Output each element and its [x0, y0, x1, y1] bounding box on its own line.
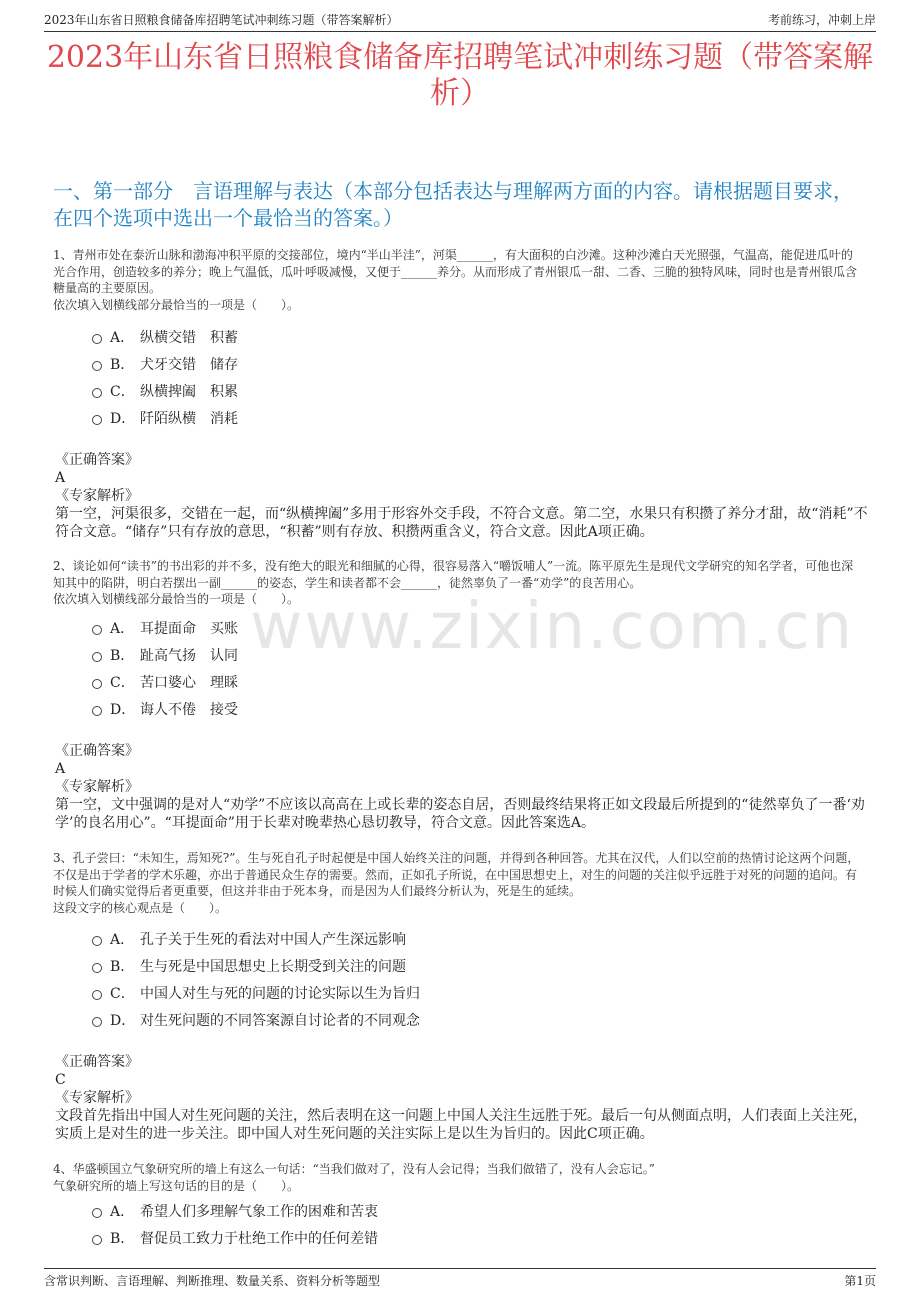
question-prompt: 依次填入划横线部分最恰当的一项是（ ）。	[53, 297, 300, 312]
analysis-text: 第一空，文中强调的是对人“劝学”不应该以高高在上或长辈的姿态自居，否则最终结果将正如文段最后所提到的“徒然辜负了一番‘劝学’的良名用心”。“耳提面命”用于长辈对晚辈热心恳切教导，符合文意。因此答案选A。	[55, 797, 865, 831]
watermark: www.zixin.com.cn	[250, 590, 855, 664]
question-4-options	[92, 1197, 378, 1251]
option-a[interactable]: A． 孔子关于生死的看法对中国人产生深远影响	[92, 925, 420, 952]
question-2-options	[92, 614, 238, 722]
answer-label: 《正确答案》	[55, 452, 139, 468]
question-prompt: 这段文字的核心观点是（ ）。	[53, 900, 228, 915]
question-4	[53, 1161, 862, 1194]
question-text: 3、孔子尝曰：“未知生，焉知死?”。生与死自孔子时起便是中国人始终关注的问题，并得到各种回答。尤其在汉代，人们以空前的热情讨论这两个问题，不仅是出于学者的学术乐趣，亦出于普通民众生存的需要。然而，正如孔子所说，在中国思想史上，对生的问题的关注似乎远胜于对死的问题的追问。有时候人们确实觉得后者更重要，但这并非由于死本身，而是因为人们最终分析认为，死是生的延续。	[53, 851, 860, 898]
option-b[interactable]: B． 督促员工致力于杜绝工作中的任何差错	[92, 1224, 378, 1251]
question-3-options	[92, 925, 420, 1033]
section-heading: 一、第一部分 言语理解与表达（本部分包括表达与理解两方面的内容。请根据题目要求，在四个选项中选出一个最恰当的答案。）	[53, 179, 853, 230]
radio-icon[interactable]	[92, 990, 102, 1000]
option-a[interactable]: A． 耳提面命 买账	[92, 614, 238, 641]
analysis-label: 《专家解析》	[55, 1090, 139, 1106]
header-right-text: 考前练习，冲刺上岸	[767, 13, 876, 27]
question-prompt: 依次填入划横线部分最恰当的一项是（ ）。	[53, 592, 300, 606]
question-1	[53, 247, 862, 313]
analysis-label: 《专家解析》	[55, 779, 139, 795]
radio-icon[interactable]	[92, 963, 102, 973]
radio-icon[interactable]	[92, 936, 102, 946]
option-d[interactable]: D． 阡陌纵横 消耗	[92, 404, 238, 431]
answer-label: 《正确答案》	[55, 743, 139, 759]
question-3	[53, 850, 862, 916]
option-d[interactable]: D． 对生死问题的不同答案源自讨论者的不同观念	[92, 1006, 420, 1033]
radio-icon[interactable]	[92, 1235, 102, 1245]
page-number: 第1页	[844, 1274, 876, 1288]
radio-icon[interactable]	[92, 1017, 102, 1027]
option-b[interactable]: B． 生与死是中国思想史上长期受到关注的问题	[92, 952, 420, 979]
radio-icon[interactable]	[92, 1208, 102, 1218]
question-1-options	[92, 323, 238, 431]
option-d[interactable]: D． 诲人不倦 接受	[92, 695, 238, 722]
radio-icon[interactable]	[92, 679, 102, 689]
question-text: 1、青州市处在泰沂山脉和渤海冲积平原的交接部位，境内“半山半洼”，河渠______，有大面积的白沙滩。这种沙滩白天光照强，气温高，能促进瓜叶的光合作用，创造较多的养分；晚上气温低，瓜叶呼吸减慢，又便于______养分。从而形成了青州银瓜一甜、二香、三脆的独特风味，同时也是青州银瓜含糖量高的主要原因。	[53, 248, 858, 295]
document-title: 2023年山东省日照粮食储备库招聘笔试冲刺练习题（带答案解析）	[46, 40, 874, 111]
question-2	[53, 558, 862, 608]
answer-label: 《正确答案》	[55, 1054, 139, 1070]
question-1-answer	[55, 451, 870, 541]
answer-value: C	[55, 1072, 66, 1088]
header-left-text: 2023年山东省日照粮食储备库招聘笔试冲刺练习题（带答案解析）	[44, 13, 399, 27]
radio-icon[interactable]	[92, 415, 102, 425]
option-a[interactable]: A． 希望人们多理解气象工作的困难和苦衷	[92, 1197, 378, 1224]
footer-left-text: 含常识判断、言语理解、判断推理、数量关系、资料分析等题型	[44, 1274, 381, 1288]
page-footer	[44, 1268, 876, 1289]
option-c[interactable]: C． 纵横捭阖 积累	[92, 377, 238, 404]
radio-icon[interactable]	[92, 388, 102, 398]
answer-value: A	[55, 470, 66, 486]
analysis-text: 第一空，河渠很多，交错在一起，而“纵横捭阖”多用于形容外交手段，不符合文意。第二空，水果只有积攒了养分才甜，故“消耗”不符合文意。“储存”只有存放的意思，“积蓄”则有存放、积攒两重含义，符合文意。因此A项正确。	[55, 506, 868, 540]
question-2-answer	[55, 742, 870, 832]
question-text: 2、谈论如何“读书”的书出彩的并不多，没有绝大的眼光和细腻的心得，很容易落入“嚼饭哺人”一流。陈平原先生是现代文学研究的知名学者，可他也深知其中的陷阱，明白若摆出一副______的姿态，学生和读者都不会______，徒然辜负了一番“劝学”的良苦用心。	[53, 559, 854, 590]
radio-icon[interactable]	[92, 361, 102, 371]
option-b[interactable]: B． 犬牙交错 储存	[92, 350, 238, 377]
radio-icon[interactable]	[92, 706, 102, 716]
option-c[interactable]: C． 中国人对生与死的问题的讨论实际以生为旨归	[92, 979, 420, 1006]
radio-icon[interactable]	[92, 652, 102, 662]
question-text: 4、华盛顿国立气象研究所的墙上有这么一句话：“当我们做对了，没有人会记得；当我们做错了，没有人会忘记。”	[53, 1162, 655, 1176]
analysis-label: 《专家解析》	[55, 488, 139, 504]
analysis-text: 文段首先指出中国人对生死问题的关注，然后表明在这一问题上中国人关注生远胜于死。最后一句从侧面点明，人们表面上关注死，实质上是对生的进一步关注。即中国人对生死问题的关注实际上是以生为旨归的。因此C项正确。	[55, 1108, 867, 1142]
option-b[interactable]: B． 趾高气扬 认同	[92, 641, 238, 668]
question-prompt: 气象研究所的墙上写这句话的目的是（ ）。	[53, 1178, 300, 1193]
answer-value: A	[55, 761, 66, 777]
option-c[interactable]: C． 苦口婆心 理睬	[92, 668, 238, 695]
question-3-answer	[55, 1053, 870, 1143]
radio-icon[interactable]	[92, 625, 102, 635]
page-header	[44, 11, 876, 32]
option-a[interactable]: A． 纵横交错 积蓄	[92, 323, 238, 350]
radio-icon[interactable]	[92, 334, 102, 344]
